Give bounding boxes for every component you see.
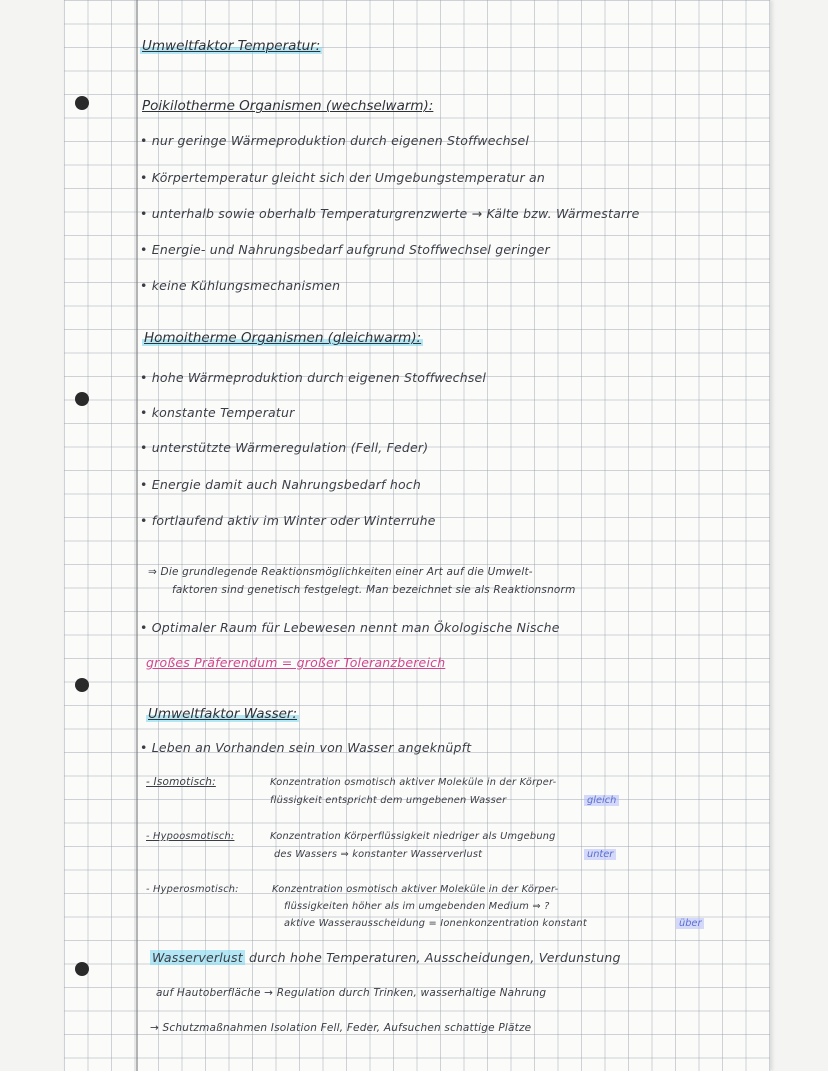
term-definition: Konzentration osmotisch aktiver Moleküle in der Körper- xyxy=(270,777,557,788)
list-item: • unterhalb sowie oberhalb Temperaturgrenzwerte → Kälte bzw. Wärmestarre xyxy=(140,206,640,221)
term-tag: über xyxy=(676,918,704,929)
page-title-text: Umweltfaktor Temperatur: xyxy=(142,38,321,54)
section-heading-poikilotherm xyxy=(142,98,433,114)
term-definition: flüssigkeiten höher als im umgebenden Medium ⇒ ? xyxy=(284,901,550,912)
summary-line: faktoren sind genetisch festgelegt. Man bezeichnet sie als Reaktionsnorm xyxy=(172,584,576,596)
list-item: • fortlaufend aktiv im Winter oder Winterruhe xyxy=(140,513,436,528)
list-item: • Energie damit auch Nahrungsbedarf hoch xyxy=(140,477,421,492)
list-item: • Körpertemperatur gleicht sich der Umgebungstemperatur an xyxy=(140,170,545,185)
list-item: • Energie- und Nahrungsbedarf aufgrund Stoffwechsel geringer xyxy=(140,242,550,257)
list-item: • konstante Temperatur xyxy=(140,405,295,420)
heading-text: Poikilotherme Organismen (wechselwarm): xyxy=(142,98,434,114)
heading-text: Umweltfaktor Wasser: xyxy=(148,706,298,722)
water-loss-text: durch hohe Temperaturen, Ausscheidungen, Verdunstung xyxy=(249,950,621,965)
water-loss-line xyxy=(150,950,621,965)
section-heading-homoiotherm xyxy=(142,330,423,346)
list-item: • hohe Wärmeproduktion durch eigenen Stoffwechsel xyxy=(140,370,487,385)
list-item: • nur geringe Wärmeproduktion durch eigenen Stoffwechsel xyxy=(140,133,530,148)
margin-line xyxy=(136,0,138,1071)
summary-line: ⇒ Die grundlegende Reaktionsmöglichkeiten einer Art auf die Umwelt- xyxy=(148,566,533,578)
term-definition: flüssigkeit entspricht dem umgebenen Wasser xyxy=(270,795,507,806)
term-definition: aktive Wasserausscheidung = Ionenkonzentration konstant xyxy=(284,918,587,929)
term-tag: unter xyxy=(584,849,616,860)
term-definition: Konzentration osmotisch aktiver Moleküle in der Körper- xyxy=(272,884,559,895)
list-item: • unterstützte Wärmeregulation (Fell, Feder) xyxy=(140,440,429,455)
water-loss-line: → Schutzmaßnahmen Isolation Fell, Feder, Aufsuchen schattige Plätze xyxy=(150,1022,532,1034)
term-definition: Konzentration Körperflüssigkeit niedriger als Umgebung xyxy=(270,831,556,842)
term-label: - Isomotisch: xyxy=(146,776,216,788)
water-loss-line: auf Hautoberfläche → Regulation durch Trinken, wasserhaltige Nahrung xyxy=(156,987,547,999)
list-item: • Leben an Vorhanden sein von Wasser angeknüpft xyxy=(140,740,472,755)
page-title xyxy=(140,38,322,54)
punch-hole xyxy=(75,678,89,692)
term-definition: des Wassers ⇒ konstanter Wasserverlust xyxy=(274,849,483,860)
term-tag: gleich xyxy=(584,795,619,806)
term-label: - Hyperosmotisch: xyxy=(146,884,239,895)
term-label: - Hypoosmotisch: xyxy=(146,831,235,842)
list-item: • keine Kühlungsmechanismen xyxy=(140,278,341,293)
punch-hole xyxy=(75,392,89,406)
summary-line: • Optimaler Raum für Lebewesen nennt man Ökologische Nische xyxy=(140,620,560,635)
section-heading-wasser xyxy=(146,706,299,722)
highlighted-word: Wasserverlust xyxy=(152,950,243,965)
summary-line-pink: großes Präferendum = großer Toleranzbereich xyxy=(146,655,446,670)
heading-text: Homoitherme Organismen (gleichwarm): xyxy=(144,330,422,346)
punch-hole xyxy=(75,962,89,976)
punch-hole xyxy=(75,96,89,110)
